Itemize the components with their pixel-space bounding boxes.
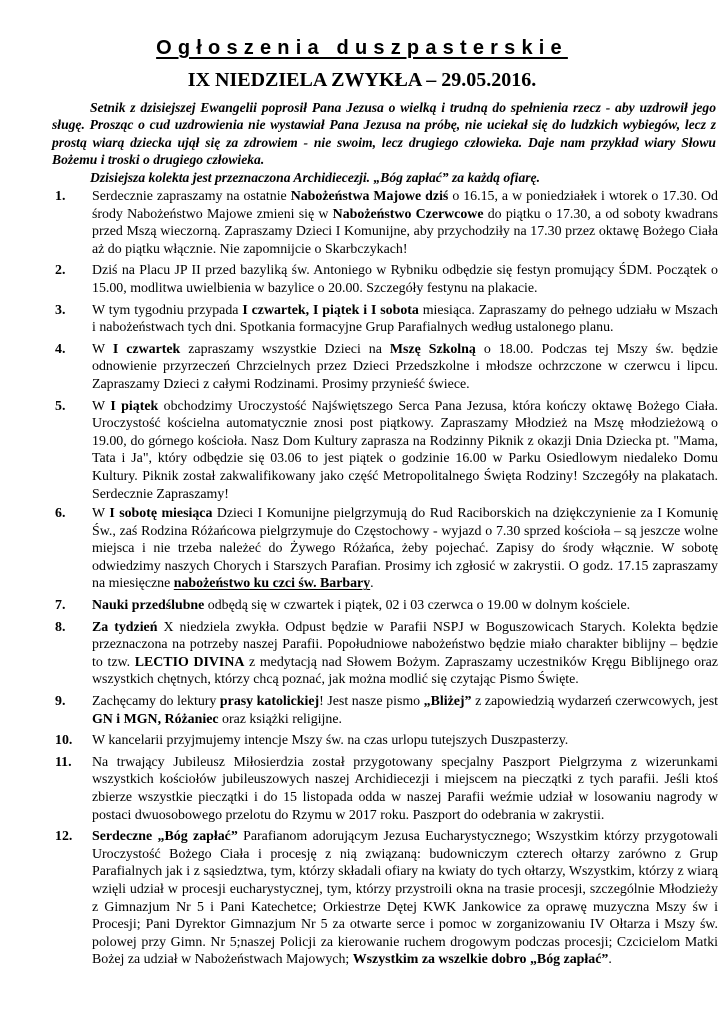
item-number: 5.: [55, 398, 66, 414]
item-number: 7.: [55, 598, 66, 614]
item-text: W I piątek obchodzimy Uroczystość Najświętszego Serca Pana Jezusa, która kończy oktawę Bożego Ciała. Uroczystość kościelna automatycznie znosi post piątkowy. Zapraszamy Młodzież na Mszę młodzieżową o 19.00, do górnego kościoła. Nasz Dom Kultury zaprasza na Rodzinny Piknik z okazji Dnia Dziecka pt. "Mama, Tata i Ja", który odbędzie się 03.06 to jest piątek o godzinie 16.00 w Parku Osiedlowym niedaleko Domu Kultury. Piknik został zakwalifikowany jako część Metropolitalnego Święta Rodziny! Szczegóły na plakatach. Serdecznie Zapraszamy!: [92, 398, 718, 502]
announcement-item: [52, 302, 718, 337]
item-text: Nauki przedślubne odbędą się w czwartek i piątek, 02 i 03 czerwca o 19.00 w dolnym kościele.: [92, 598, 631, 614]
intro-paragraph: Setnik z dzisiejszej Ewangelii poprosił Pana Jezusa o wielką i trudną do spełnienia rzecz - aby uzdrowił jego sługę. Prosząc o cud uzdrowienia nie wystawiał Pana Jezusa na próbę, nie uciekał się do ludzkich wybiegów, lecz z prostą wiarą dziecka ujął się za zdrowiem - nie swoim, lecz drugiego człowieka. Daje nam przykład wiary Słowu Bożemu i troski o drugiego człowieka.: [52, 100, 716, 168]
item-text: Serdecznie zapraszamy na ostatnie Nabożeństwa Majowe dziś o 16.15, a w poniedziałek i wtorek o 17.30. Od środy Nabożeństwo Majowe zmieni się w Nabożeństwo Czerwcowe do piątku o 17.30, a od soboty kwadrans przed Mszą wieczorną. Zapraszamy Dzieci I Komunijne, aby przychodziły na 17.30 przez oktawę Bożego Ciała aż do piątku włącznie. Nie zapomnijcie o Skarbczykach!: [92, 189, 718, 257]
announcement-list: [52, 188, 718, 969]
item-number: 4.: [55, 341, 66, 357]
announcement-item: [52, 262, 718, 297]
item-number: 2.: [55, 263, 66, 279]
collection-note: Dzisiejsza kolekta jest przeznaczona Archidiecezji. „Bóg zapłać” za każdą ofiarę.: [90, 169, 540, 185]
announcement-item: [52, 597, 718, 615]
item-text: Dziś na Placu JP II przed bazyliką św. Antoniego w Rybniku odbędzie się festyn promujący ŚDM. Początek o 15.00, modlitwa uwielbienia w bazylice o 20.00. Szczegóły festynu na plakacie.: [92, 263, 718, 296]
announcement-item: [52, 732, 718, 750]
announcement-item: [52, 341, 718, 394]
announcement-item: [52, 693, 718, 728]
item-number: 12.: [55, 829, 73, 845]
announcement-item: [52, 828, 718, 969]
page-title: [0, 36, 724, 60]
announcement-item: [52, 398, 718, 504]
item-number: 11.: [55, 754, 72, 770]
item-text: Na trwający Jubileusz Miłosierdzia został przygotowany specjalny Paszport Pielgrzyma z wizerunkami wszystkich kościołów jubileuszowych naszej Archidiecezji i miejscem na pieczątki z tych parafii. Jeśli ktoś zbierze wszystkie pieczątki i do 15 listopada odda w naszej Parafii weźmie udział w losowaniu nagrody w postaci dwuosobowego przelotu do Rzymu w 2017 roku. Paszport do odebrania w zakrystii.: [92, 754, 718, 823]
page-title-text: Ogłoszenia duszpasterskie: [156, 37, 568, 59]
item-text: W tym tygodniu przypada I czwartek, I piątek i I sobota miesiąca. Zapraszamy do pełnego udziału w Mszach i nabożeństwach tych dni. Spotkania formacyjne Grup Parafialnych według ustalonego planu.: [92, 302, 719, 336]
announcement-item: [52, 754, 718, 824]
item-text: Zachęcamy do lektury prasy katolickiej! Jest nasze pismo „Bliżej” z zapowiedzią wydarzeń czerwcowych, jest GN i MGN, Różaniec oraz książki religijne.: [92, 694, 718, 727]
item-text: W kancelarii przyjmujemy intencje Mszy św. na czas urlopu tutejszych Duszpasterzy.: [92, 733, 569, 749]
item-number: 8.: [55, 619, 66, 635]
item-text: Serdeczne „Bóg zapłać” Parafianom adorującym Jezusa Eucharystycznego; Wszystkim którzy przygotowali Uroczystość Bożego Ciała i procesję z nią związaną: budowniczym czterech ołtarzy zarówno z Grup Parafialnych jak i z sąsiedztwa, tym, którzy składali ofiary na kwiaty do tych ołtarzy, Wszystkim, którzy z wiarą wzięli udział w procesji eucharystycznej, tym, którzy przystroili okna na trasie procesji, szczególnie Młodzieży z Gimnazjum Nr 5 i Pani Katechetce; Orkiestrze Dętej KWK Jankowice za oprawę muzyczna Mszy św i Procesji; Pani Dyrektor Gimnazjum Nr 5 za otwarte serce i pomoc w zorganizowaniu IV Ołtarza i Mszy św. polowej przy Gimn. Nr 5;naszej Policji za kierowanie ruchem drogowym podczas procesji; Czcicielom Matki Bożej za udział w Nabożeństwach Majowych; Wszystkim za wszelkie dobro „Bóg zapłać”.: [92, 829, 718, 968]
item-text: Za tydzień X niedziela zwykła. Odpust będzie w Parafii NSPJ w Boguszowicach Starych. Kolekta będzie przeznaczona na potrzeby naszej Parafii. Popołudniowe nabożeństwo będzie miało charakter biblijny – będzie to tzw. LECTIO DIVINA z medytacją nad Słowem Bożym. Zapraszamy uczestników Kręgu Biblijnego oraz wszystkich chętnych, którzy chcą poznać, jak można modlić się czytając Pismo Święte.: [92, 619, 718, 688]
item-number: 10.: [55, 733, 73, 749]
item-text: W I czwartek zapraszamy wszystkie Dzieci na Mszę Szkolną o 18.00. Podczas tej Mszy św. będzie odnowienie przyrzeczeń Chrzcielnych przez Dzieci Przedszkolne i młodsze ochrzczone w czerwcu i lipcu. Zapraszamy Dzieci z całymi Rodzinami. Prosimy przynieść świece.: [92, 341, 718, 392]
intro-section: [52, 99, 716, 186]
announcement-item: [52, 188, 718, 258]
announcement-item: [52, 505, 718, 593]
item-text: W I sobotę miesiąca Dzieci I Komunijne pielgrzymują do Rud Raciborskich na dziękczynienie za I Komunię Św., zaś Rodzina Różańcowa pielgrzymuje do Częstochowy - wyjazd o 7.30 sprzed kościoła – są jeszcze wolne miejsca i nie trzeba należeć do Żywego Różańca, żeby pojechać. Zapisy do środy włącznie. W sobotę odwiedzimy naszych Chorych i Starszych Parafian. Prosimy ich zgłosić w zakrystii. O godz. 17.15 zapraszamy na miesięczne nabożeństwo ku czci św. Barbary.: [92, 506, 718, 592]
sunday-heading: IX NIEDZIELA ZWYKŁA – 29.05.2016.: [187, 69, 537, 91]
item-number: 6.: [55, 506, 66, 522]
announcement-item: [52, 619, 718, 689]
item-number: 9.: [55, 694, 66, 710]
item-number: 3.: [55, 302, 66, 318]
item-number: 1.: [55, 189, 66, 204]
